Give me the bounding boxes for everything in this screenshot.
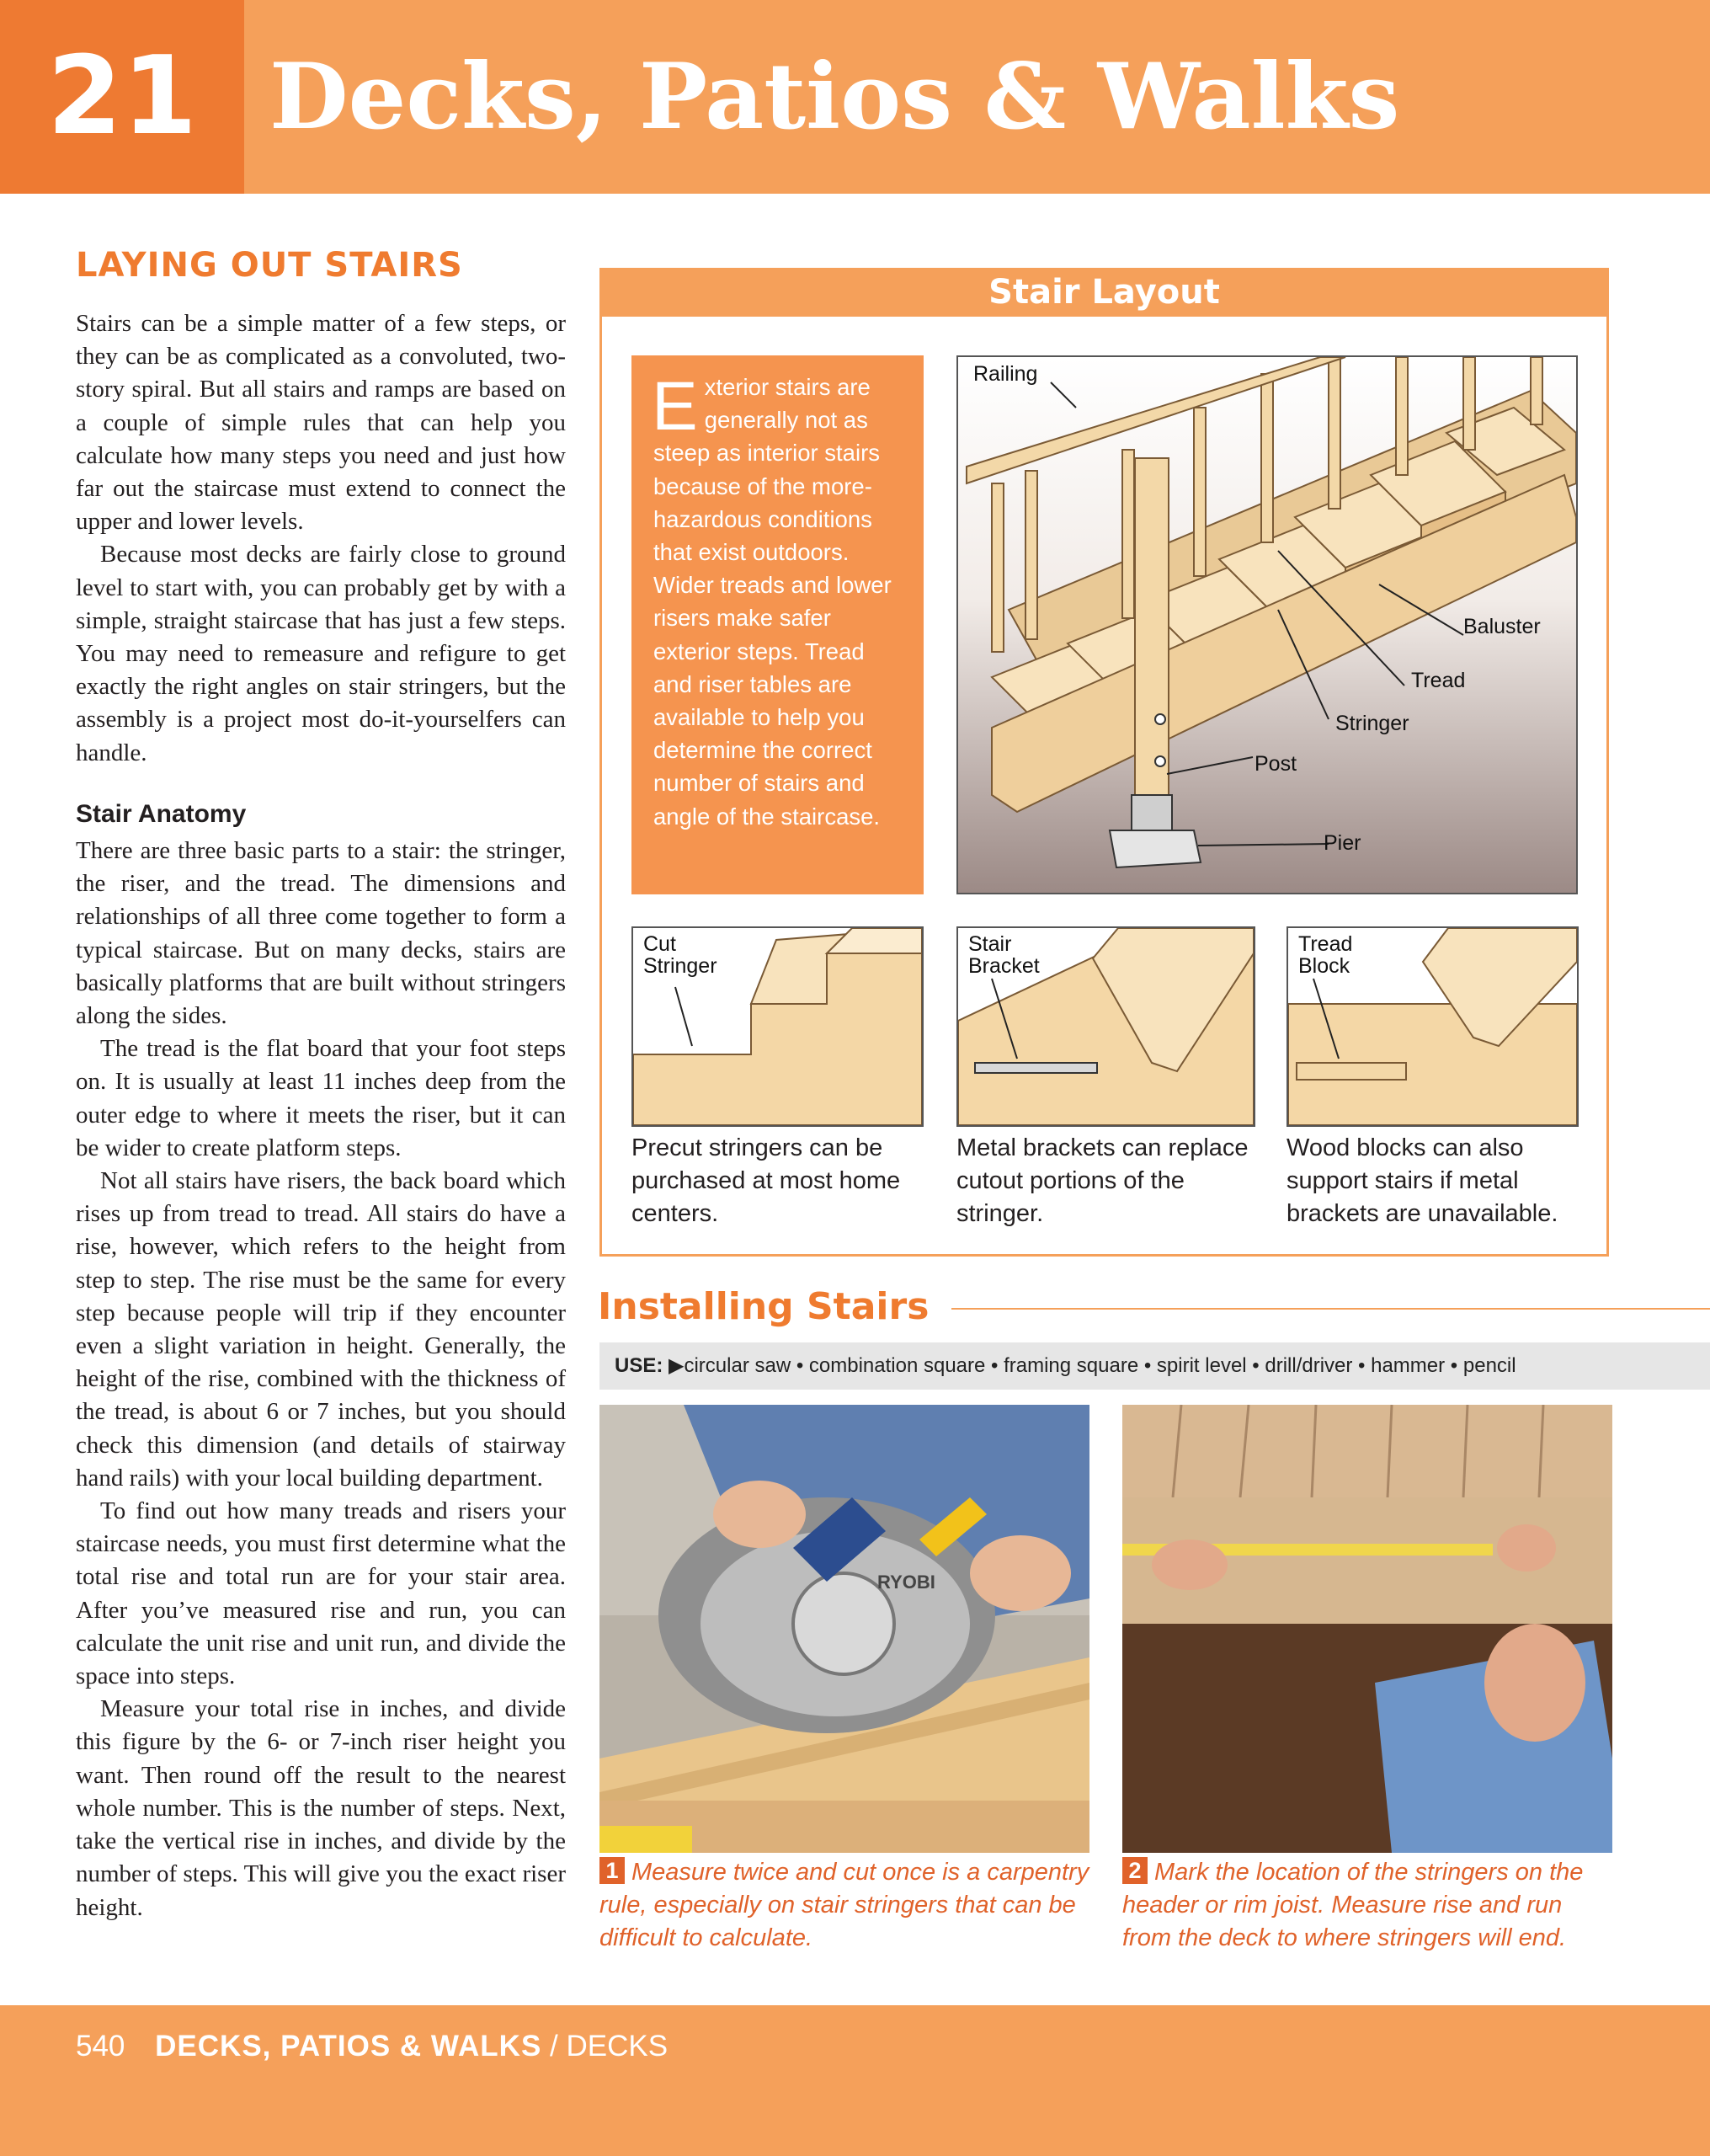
measuring-photo: [1122, 1405, 1612, 1853]
footer-text: [76, 2030, 668, 2063]
page-number: 540: [76, 2030, 125, 2063]
drop-cap: E: [652, 368, 698, 445]
step-2-text: Mark the location of the stringers on the header or rim joist. Measure rise and run from the deck to where stringers will end.: [1122, 1859, 1584, 1952]
panel-label-cut-stringer: Cut Stringer: [643, 932, 717, 978]
photo-marking-stringers: [1122, 1405, 1612, 1853]
chapter-title: Decks, Patios & Walks: [269, 44, 1400, 150]
panel-label-tread-block: Tread Block: [1298, 932, 1353, 978]
paragraph: Because most decks are fairly close to ground level to start with, you can probably get by with a simple, straight staircase that has just a few steps. You may need to remeasure and refigure to get exactly the right angles on stair stringers, but the assembly is a project most do-it-yourselfers can handle.: [76, 541, 566, 766]
intro-text: [76, 307, 566, 770]
saw-brand: RYOBI: [877, 1572, 935, 1593]
label-post: Post: [1255, 752, 1297, 776]
paragraph: Measure your total rise in inches, and divide this figure by the 6- or 7-inch riser height you want. Then round off the result to the nearest whole number. This is the number of steps. Next, take the vertical rise in inches, and divide by the number of steps. This will give you the exact riser height.: [76, 1695, 566, 1921]
callout-box: [631, 355, 924, 894]
use-label: USE:: [615, 1354, 663, 1377]
tools-bar: [599, 1342, 1710, 1390]
paragraph: Stairs can be a simple matter of a few steps, or they can be as complicated as a convoluted, two-story spiral. But all stairs and ramps are based on a couple of simple rules that can help you calculate how many steps you need and just how far out the staircase must extend to connect the upper and lower levels.: [76, 310, 566, 536]
anatomy-text: [76, 835, 566, 1924]
caption-cut-stringer: Precut stringers can be purchased at most home centers.: [631, 1134, 901, 1228]
caption-tread-block: Wood blocks can also support stairs if metal brackets are unavailable.: [1286, 1134, 1558, 1228]
step-1-caption: [599, 1856, 1089, 1956]
paragraph: Not all stairs have risers, the back board which rises up from tread to tread. All stairs do have a rise, however, which refers to the height from step to step. The rise must be the same for every step because people will trip if they encounter even a slight variation in height. Generally, the height of the rise, combined with the thickness of the tread, is about 6 or 7 inches, but you should check this dimension (and details of stairway hand rails) with your local building department.: [76, 1167, 566, 1492]
label-stringer: Stringer: [1335, 712, 1409, 735]
step-1-number: 1: [599, 1857, 625, 1884]
panel-label-stair-bracket: Stair Bracket: [968, 932, 1040, 978]
label-pier: Pier: [1324, 831, 1361, 855]
callout-text: xterior stairs are generally not as steep as interior stairs because of the more-hazardous conditions that exist outdoors. Wider treads and lower risers make safer exterior steps. Tread and riser tables are available to help you determine the correct number of stairs and angle of the staircase.: [653, 374, 892, 830]
subsection-heading: Stair Anatomy: [76, 800, 247, 828]
footer-bar: [0, 2005, 1710, 2156]
footer-separator: /: [550, 2030, 558, 2063]
paragraph: The tread is the flat board that your foot steps on. It is usually at least 11 inches deep from the outer edge to where it meets the riser, but it can be wider to create platform steps.: [76, 1035, 566, 1161]
heading-rule: [951, 1308, 1710, 1310]
paragraph: To find out how many treads and risers your staircase needs, you must first determine what the total rise and total run are for your stair area. After you’ve measured rise and run, you can calculate the unit rise and unit run, and divide the space into steps.: [76, 1497, 566, 1690]
step-2-number: 2: [1122, 1857, 1148, 1884]
chapter-number: 21: [0, 0, 244, 194]
photo-cutting-stringer: [599, 1405, 1089, 1853]
circular-saw-photo: [599, 1405, 1089, 1853]
label-tread: Tread: [1411, 669, 1466, 692]
footer-subsection: DECKS: [566, 2030, 669, 2063]
footer-section: DECKS, PATIOS & WALKS: [155, 2030, 542, 2063]
step-1-text: Measure twice and cut once is a carpentry rule, especially on stair stringers that can be difficult to calculate.: [599, 1859, 1089, 1952]
installing-heading: Installing Stairs: [598, 1285, 930, 1328]
stair-layout-title: Stair Layout: [599, 268, 1609, 317]
label-railing: Railing: [973, 362, 1038, 386]
label-baluster: Baluster: [1463, 615, 1541, 638]
step-2-caption: [1122, 1856, 1612, 1956]
caption-stair-bracket: Metal brackets can replace cutout portions of the stringer.: [956, 1134, 1249, 1228]
section-heading: LAYING OUT STAIRS: [76, 246, 463, 285]
paragraph: There are three basic parts to a stair: the stringer, the riser, and the tread. The dimensions and relationships of all three come together to form a typical staircase. But on many decks, stairs are basically platforms that are built without stringers along the sides.: [76, 837, 566, 1030]
tools-list: ▶circular saw • combination square • framing square • spirit level • drill/driver • hammer • pencil: [669, 1354, 1516, 1377]
